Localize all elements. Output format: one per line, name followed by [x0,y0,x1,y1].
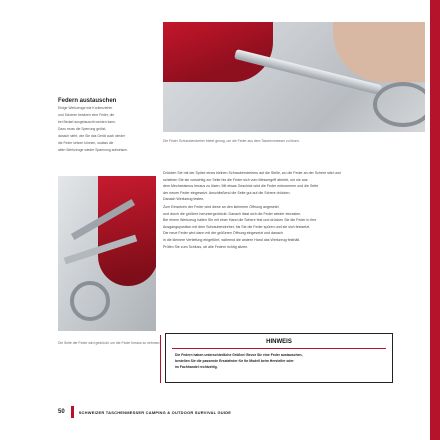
divider-rule [160,335,161,383]
sidebar-line: die Feder setzen können, sodass die [58,141,114,145]
body-line: Drücken Sie mit der Spitze eines kleinen Schraubendrehers auf die Stelle, wo die Feder an der Schere sitzt und [163,171,341,175]
caption-left-photo: Die Seite der Feder wird gedrückt, um die Feder heraus zu nehmen. [58,341,161,345]
knife-body-shape [98,176,156,286]
body-line: Prüfen Sie zum Schluss, ob alle Federn richtig sitzen. [163,244,249,249]
hand-shape [333,22,425,82]
footer-accent-bar [71,406,74,418]
body-line: der neuen Feder eingesetzt. Anschließend die Seite gut auf die Schere drücken. [163,190,291,195]
main-body-text [163,170,403,250]
photo-knife-spring [58,176,156,331]
key-ring-shape [70,281,110,321]
accent-edge-bar [430,0,440,440]
sidebar-line: Einige Werkzeuge wie Korkenzieher [58,106,113,110]
body-line: dem Mechanismus heraus zu lösen. Mit etwas Geschick wird die Feder entnommen und die Seite [163,184,319,189]
knife-body-shape [163,22,273,82]
sidebar-line: und Scheren besitzen eine Feder, die [58,113,115,117]
photo-knife-scissors [163,22,425,132]
sidebar-heading: Federn austauschen [58,98,117,104]
body-line: Ausgangsposition mit dem Schraubendreher, bis Sie die Feder spüren und sie sich festsetzt. [163,224,311,229]
note-line: Die Federn haben unterschiedliche Größen! Bevor Sie eine Feder austauschen, [175,353,303,357]
body-line: und durch die größere heruntergedrückt. Danach lässt sich die Feder wieder einrasten. [163,211,302,216]
sidebar-text [58,98,153,154]
body-line: Danach Werkzeug testen. [163,197,205,202]
note-content [172,348,386,378]
note-box [165,333,393,383]
page-footer [58,406,231,418]
page-number: 50 [58,409,65,415]
body-line: schieben Sie sie vorsichtig zur Seite bis die Feder sich vom Messergriff abhebt, um sie aus [163,177,308,182]
note-line: im Fachhandel rechtzeitig. [175,365,218,369]
body-line: Bei einem Werkzeug halten Sie mit einer Hand die Schere fest und drücken Sie die Feder in ihre [163,218,317,223]
body-line: Die neue Feder wird dann mit der größeren Öffnung eingesetzt und danach [163,231,283,236]
note-line: bestellen Sie die passende Ersatzfeder für Ihr Modell beim Hersteller oder [175,359,294,363]
sidebar-line: danach sieht, wie Sie das Gerät auch wieder [58,134,126,138]
key-ring-shape [373,82,425,127]
sidebar-line: Dazu muss die Sperrung gelöst, [58,127,107,131]
note-title: HINWEIS [266,339,292,345]
body-line: Zum Einsetzen der Feder wird diese an den kleineren Öffnung angesetzt [163,204,279,209]
sidebar-line: bei Bedarf ausgetauscht werden kann. [58,120,116,124]
book-title: SCHWEIZER TASCHENMESSER CAMPING & OUTDOOR SURVIVAL GUIDE [78,409,232,415]
body-line: in die kleinere Vertiefung eingeführt, während die andere Hand das Werkzeug festhält. [163,237,301,242]
sidebar-line: alten Werkzeuge wieder Spannung aufweisen. [58,148,128,152]
caption-top-photo: Die Feder Schraubendreher bietet genug, um die Feder aus dem Taschenmesser zu lösen. [163,139,300,143]
